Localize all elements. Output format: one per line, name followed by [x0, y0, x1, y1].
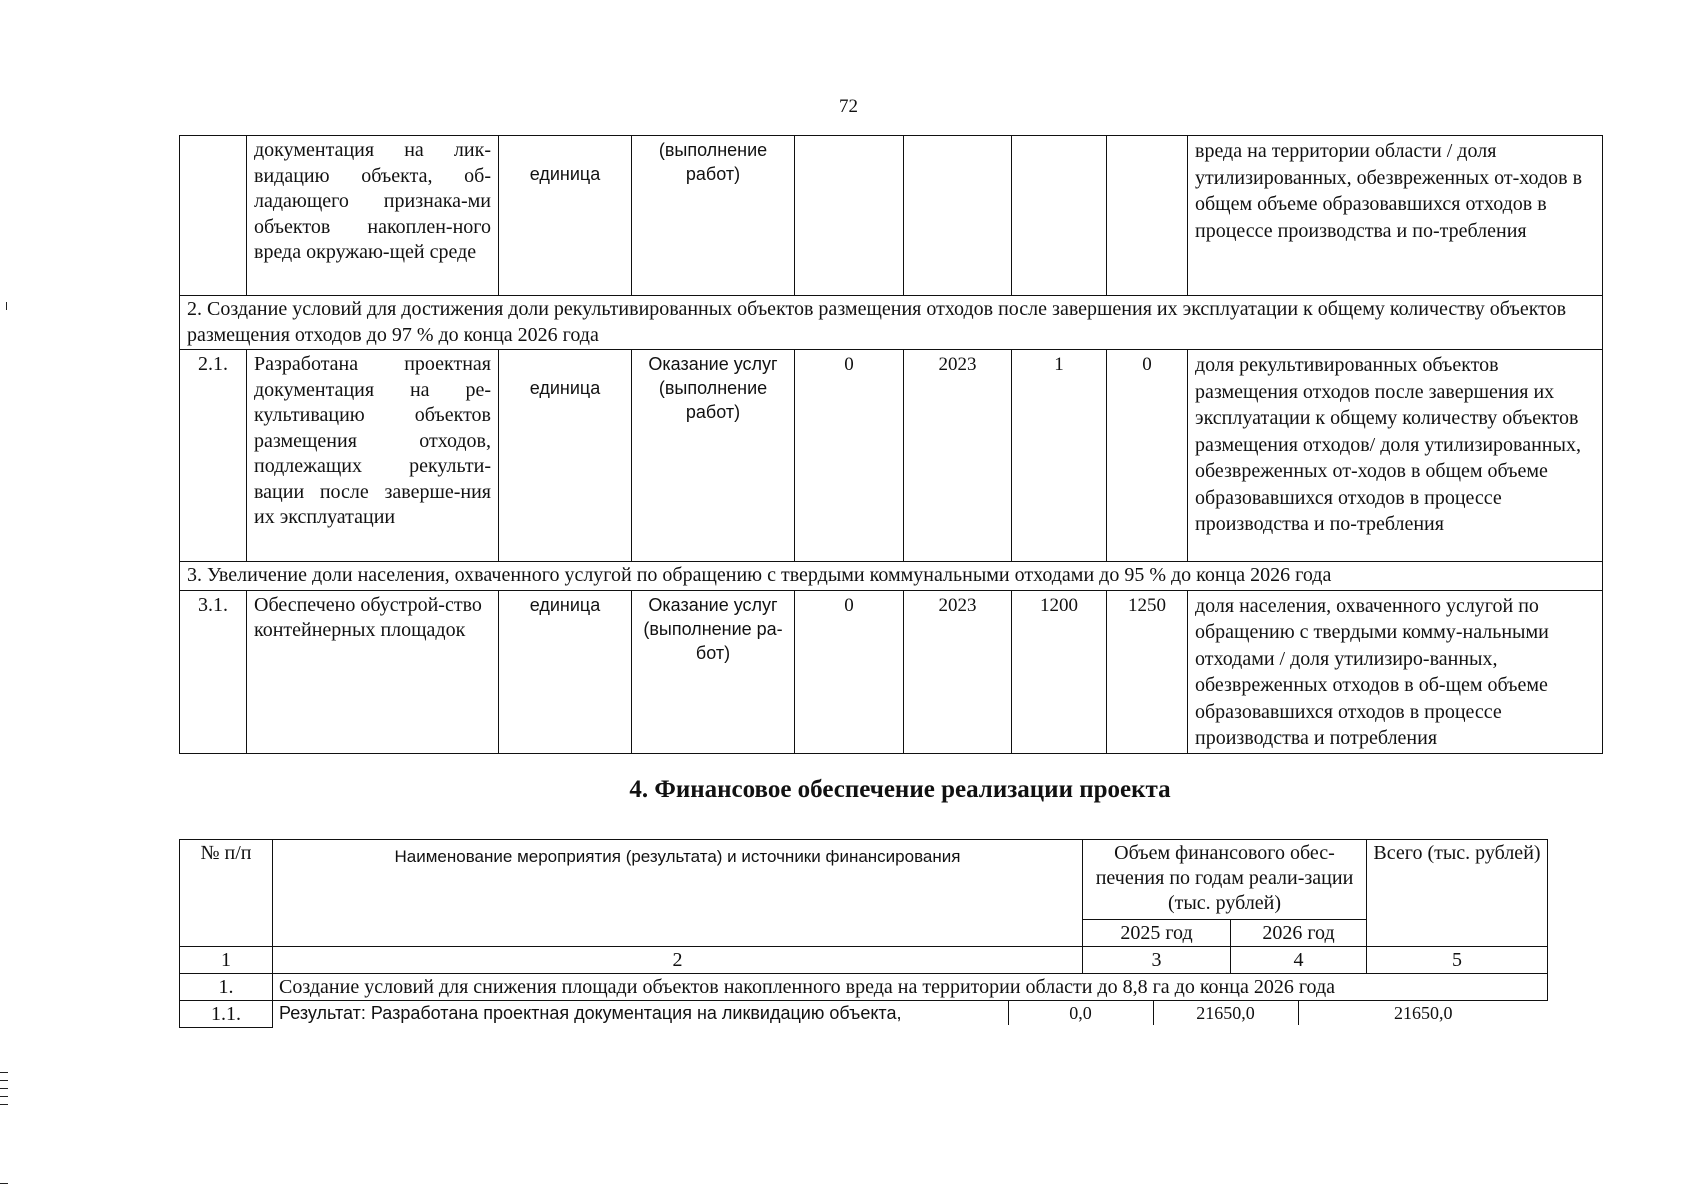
value-2025-cell: 0,0: [1008, 1001, 1153, 1025]
section-title: 4. Финансовое обеспечение реализации проекта: [629, 776, 1171, 803]
column-numbers-row: [180, 947, 1548, 974]
row-number-cell: 3.1.: [180, 590, 247, 753]
row-number-cell: 1.: [180, 974, 273, 1001]
header-year-2026: 2026 год: [1231, 920, 1367, 947]
section-3-heading: 3. Увеличение доли населения, охваченного услугой по обращению с твердыми коммунальными отходами до 95 % до конца 2026 года: [180, 562, 1603, 591]
result-name-cell: Результат: Разработана проектная документация на ликвидацию объекта,: [279, 1003, 902, 1023]
column-number: 2: [273, 947, 1083, 974]
results-table: [179, 135, 1603, 754]
indicator-description-cell: доля населения, охваченного услугой по обращению с твердыми комму-нальными отходами / доля утилизиро-ванных, обезвреженных отходов в об-щем объеме образовавшихся отходов в процессе производства и потребления: [1188, 590, 1603, 753]
column-number: 3: [1083, 947, 1231, 974]
result-name-cell: Разработана проектная документация на ре-культивацию объектов размещения отходов, подлежащих рекульти-вации после заверше-ния их эксплуатации: [247, 350, 499, 562]
unit-cell: единица: [499, 590, 632, 753]
header-row: [180, 840, 1548, 920]
result-name-cell: документация на лик-видацию объекта, об-ладающего признака-ми объектов накоплен-ного вреда окружаю-щей среде: [247, 136, 499, 296]
header-volume: Объем финансового обес-печения по годам реали-зации (тыс. рублей): [1083, 840, 1367, 920]
unit-cell: единица: [499, 136, 632, 296]
table-row: [180, 1001, 1548, 1028]
indicator-description-cell: доля рекультивированных объектов размещения отходов после завершения их эксплуатации к общему количеству объектов размещения отходов/ доля утилизированных, обезвреженных от-ходов в общем объеме образовавшихся отходов в процессе производства и по-требления: [1188, 350, 1603, 562]
result-row-cell: [273, 1001, 1548, 1028]
unit-cell: единица: [499, 350, 632, 562]
service-type-cell: Оказание услуг (выполнение ра-бот): [632, 590, 795, 753]
value-2025-cell: 1: [1012, 350, 1107, 562]
header-name: Наименование мероприятия (результата) и источники финансирования: [273, 840, 1083, 947]
financing-table: [179, 839, 1548, 1028]
base-year-cell: 2023: [904, 590, 1012, 753]
value-cell: [1107, 136, 1188, 296]
result-name-cell: Обеспечено обустрой-ство контейнерных площадок: [247, 590, 499, 753]
section-2-heading: 2. Создание условий для достижения доли рекультивированных объектов размещения отходов после завершения их эксплуатации к общему количеству объектов размещения отходов до 97 % до конца 2026 года: [180, 296, 1603, 350]
service-type-cell: (выполнение работ): [632, 136, 795, 296]
value-2026-cell: 1250: [1107, 590, 1188, 753]
table-row: [180, 590, 1603, 753]
value-2025-cell: 1200: [1012, 590, 1107, 753]
column-number: 5: [1367, 947, 1548, 974]
table-row: [180, 974, 1548, 1001]
value-cell: [904, 136, 1012, 296]
margin-mark: [0, 1080, 8, 1081]
margin-mark: [0, 1072, 8, 1073]
margin-mark: [6, 302, 7, 310]
row-number-cell: 1.1.: [180, 1001, 273, 1028]
base-value-cell: 0: [795, 590, 904, 753]
section-row: [180, 562, 1603, 591]
column-number: 1: [180, 947, 273, 974]
total-cell: 21650,0: [1298, 1001, 1548, 1025]
margin-mark: [0, 1096, 8, 1097]
base-value-cell: 0: [795, 350, 904, 562]
margin-mark: [0, 1088, 8, 1089]
margin-mark: [0, 1183, 8, 1184]
header-total: Всего (тыс. рублей): [1367, 840, 1548, 947]
row-number-cell: [180, 136, 247, 296]
activity-name-cell: Создание условий для снижения площади объектов накопленного вреда на территории области до 8,8 га до конца 2026 года: [273, 974, 1548, 1001]
header-num: № п/п: [180, 840, 273, 947]
section-row: [180, 296, 1603, 350]
table-row: [180, 136, 1603, 296]
value-2026-cell: 21650,0: [1153, 1001, 1298, 1025]
header-year-2025: 2025 год: [1083, 920, 1231, 947]
margin-mark: [0, 1104, 8, 1105]
service-type-cell: Оказание услуг (выполнение работ): [632, 350, 795, 562]
indicator-description-cell: вреда на территории области / доля утилизированных, обезвреженных от-ходов в общем объеме образовавшихся отходов в процессе производства и по-требления: [1188, 136, 1603, 296]
base-year-cell: 2023: [904, 350, 1012, 562]
column-number: 4: [1231, 947, 1367, 974]
value-cell: [795, 136, 904, 296]
value-cell: [1012, 136, 1107, 296]
page-number: 72: [839, 96, 858, 117]
value-2026-cell: 0: [1107, 350, 1188, 562]
row-number-cell: 2.1.: [180, 350, 247, 562]
table-row: [180, 350, 1603, 562]
